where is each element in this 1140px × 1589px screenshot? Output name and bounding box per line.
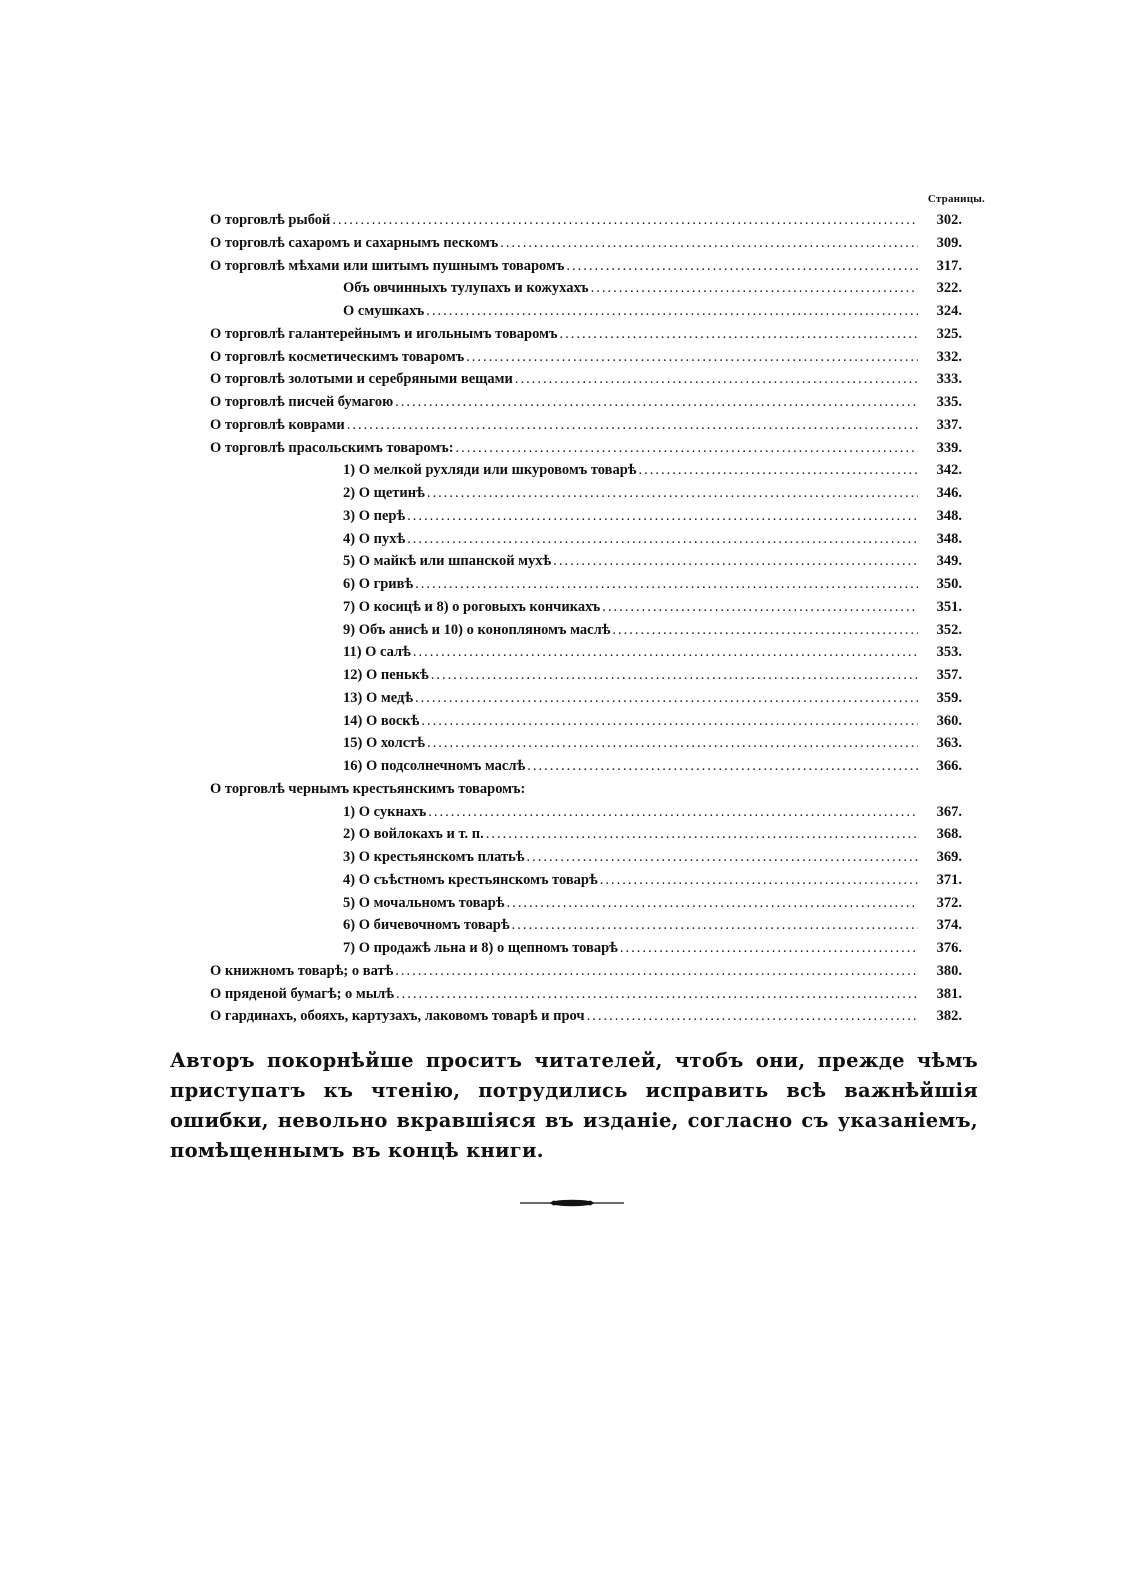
- toc-entry: [210, 778, 962, 801]
- toc-entry-title: 1) О мелкой рухляди или шкуровомъ товарѣ: [343, 462, 637, 479]
- dot-leader: [639, 459, 918, 482]
- toc-entry: [210, 368, 962, 391]
- toc-entry-title: 5) О майкѣ или шпанской мухѣ: [343, 553, 552, 570]
- toc-entry-page: 368.: [936, 826, 962, 843]
- toc-entry-page: 359.: [936, 689, 962, 706]
- toc-entry-title: 7) О продажѣ льна и 8) о щепномъ товарѣ: [343, 940, 618, 956]
- toc-entry: [210, 846, 962, 869]
- dot-leader: [395, 960, 918, 983]
- toc-entry-title: 2) О войлокахъ и т. п.: [343, 826, 484, 843]
- toc-entry-title: О пряденой бумагѣ; о мылѣ: [210, 985, 394, 1002]
- toc-entry-page: 309.: [936, 234, 962, 251]
- dot-leader: [415, 573, 918, 596]
- toc-entry-page: 357.: [936, 667, 962, 683]
- toc-entry-title: 6) О бичевочномъ товарѣ: [343, 917, 510, 934]
- toc-entry-title: 3) О перѣ: [343, 507, 406, 524]
- toc-entry: [210, 869, 962, 892]
- toc-entry: [210, 914, 962, 937]
- toc-entry: [210, 505, 962, 528]
- dot-leader: [566, 255, 918, 278]
- toc-entry: [210, 1005, 962, 1028]
- toc-entry-page: 324.: [936, 303, 962, 319]
- toc-entry: [210, 687, 962, 710]
- dot-leader: [427, 482, 918, 505]
- decorative-ornament: [520, 1197, 624, 1209]
- toc-entry: [210, 300, 962, 323]
- toc-entry-page: 380.: [936, 962, 962, 979]
- toc-entry-page: 342.: [936, 462, 962, 479]
- toc-entry-title: 4) О пухѣ: [343, 530, 406, 547]
- toc-entry: [210, 482, 962, 505]
- toc-entry-page: 363.: [936, 735, 962, 752]
- toc-entry-title: 7) О косицѣ и 8) о роговыхъ кончикахъ: [343, 598, 601, 615]
- dot-leader: [426, 300, 918, 323]
- dot-leader: [421, 710, 918, 733]
- toc-entry-title: О торговлѣ прасольскимъ товаромъ:: [210, 439, 454, 456]
- dot-leader: [500, 232, 918, 255]
- toc-entry: [210, 619, 962, 642]
- toc-entry-page: 349.: [936, 553, 962, 570]
- toc-entry-page: 333.: [936, 371, 962, 388]
- dot-leader: [515, 368, 918, 391]
- dot-leader: [527, 755, 918, 778]
- toc-entry-page: 372.: [936, 894, 962, 911]
- toc-entry-page: 335.: [936, 394, 962, 410]
- toc-entry: [210, 323, 962, 346]
- toc-entry-title: О торговлѣ галантерейнымъ и игольнымъ товаромъ: [210, 325, 558, 342]
- toc-entry-title: 3) О крестьянскомъ платьѣ: [343, 849, 525, 865]
- dot-leader: [456, 437, 918, 460]
- dot-leader: [332, 209, 918, 232]
- toc-entry: [210, 255, 962, 278]
- toc-entry: [210, 528, 962, 551]
- toc-entry: [210, 732, 962, 755]
- toc-entry: [210, 550, 962, 573]
- toc-entry-page: 352.: [936, 621, 962, 638]
- dot-leader: [431, 664, 918, 687]
- toc-entry-title: Объ овчинныхъ тулупахъ и кожухахъ: [343, 280, 589, 297]
- toc-entry-page: 348.: [936, 507, 962, 524]
- dot-leader: [526, 846, 918, 869]
- toc-entry: [210, 710, 962, 733]
- dot-leader: [506, 892, 918, 915]
- dot-leader: [559, 323, 918, 346]
- toc-entry-title: О смушкахъ: [343, 303, 425, 319]
- toc-entry-title: 12) О пенькѣ: [343, 667, 429, 683]
- toc-entry: [210, 391, 962, 414]
- dot-leader: [612, 619, 918, 642]
- toc-entry-title: 4) О съѣстномъ крестьянскомъ товарѣ: [343, 871, 598, 888]
- dot-leader: [407, 505, 918, 528]
- toc-entry-title: О торговлѣ коврами: [210, 416, 345, 433]
- dot-leader: [602, 596, 918, 619]
- toc-entry-title: 5) О мочальномъ товарѣ: [343, 894, 505, 911]
- toc-entry-page: 382.: [936, 1008, 962, 1025]
- toc-entry-title: О торговлѣ рыбой: [210, 212, 331, 228]
- dot-leader: [591, 277, 918, 300]
- toc-entry-title: О книжномъ товарѣ; о ватѣ: [210, 962, 394, 979]
- dot-leader: [428, 801, 918, 824]
- table-of-contents: [210, 209, 962, 1028]
- toc-entry-title: 13) О медѣ: [343, 689, 414, 706]
- toc-entry-title: 1) О сукнахъ: [343, 803, 427, 820]
- toc-entry-title: 6) О гривѣ: [343, 576, 414, 592]
- toc-entry: [210, 755, 962, 778]
- toc-entry-title: О торговлѣ чернымъ крестьянскимъ товаромъ:: [210, 780, 526, 797]
- toc-entry: [210, 437, 962, 460]
- pages-column-label: Страницы.: [927, 193, 985, 205]
- toc-entry: [210, 209, 962, 232]
- toc-entry-title: 11) О салѣ: [343, 644, 411, 661]
- toc-entry-page: 317.: [936, 257, 962, 274]
- dot-leader: [587, 1005, 918, 1028]
- toc-entry-title: О торговлѣ косметическимъ товаромъ: [210, 348, 465, 365]
- toc-entry-page: 353.: [936, 644, 962, 661]
- toc-entry-page: 360.: [936, 712, 962, 729]
- toc-entry-title: О гардинахъ, обояхъ, картузахъ, лаковомъ товарѣ и проч: [210, 1008, 585, 1025]
- dot-leader: [553, 550, 918, 573]
- toc-entry: [210, 960, 962, 983]
- toc-entry-page: 351.: [936, 598, 962, 615]
- toc-entry-title: 2) О щетинѣ: [343, 485, 425, 501]
- toc-entry-page: 369.: [936, 849, 962, 865]
- dot-leader: [396, 983, 918, 1006]
- toc-entry-title: О торговлѣ мѣхами или шитымъ пушнымъ товаромъ: [210, 257, 565, 274]
- toc-entry-page: 371.: [936, 871, 962, 888]
- toc-entry: [210, 983, 962, 1006]
- toc-entry-page: 332.: [936, 348, 962, 365]
- toc-entry-title: 16) О подсолнечномъ маслѣ: [343, 758, 526, 774]
- toc-entry-title: О торговлѣ писчей бумагою: [210, 394, 394, 410]
- toc-entry-title: 9) Объ анисѣ и 10) о конопляномъ маслѣ: [343, 621, 611, 638]
- dot-leader: [512, 914, 918, 937]
- toc-entry-page: 348.: [936, 530, 962, 547]
- toc-entry-page: 337.: [936, 416, 962, 433]
- toc-entry: [210, 801, 962, 824]
- toc-entry: [210, 414, 962, 437]
- toc-entry-title: 15) О холстѣ: [343, 735, 426, 752]
- toc-entry-page: 366.: [936, 758, 962, 774]
- dot-leader: [466, 346, 918, 369]
- dot-leader: [600, 869, 918, 892]
- toc-entry-page: 381.: [936, 985, 962, 1002]
- toc-entry: [210, 664, 962, 687]
- toc-entry-page: 339.: [936, 439, 962, 456]
- toc-entry: [210, 892, 962, 915]
- toc-entry: [210, 459, 962, 482]
- toc-entry: [210, 232, 962, 255]
- author-notice: Авторъ покорнѣйше проситъ читателей, чтобъ они, прежде чѣмъ приступатъ къ чтенію, потрудились исправить всѣ важнѣйшія ошибки, невольно вкравшіяся въ изданіе, согласно съ указаніемъ, помѣщеннымъ въ концѣ книги.: [170, 1049, 978, 1162]
- dot-leader: [427, 732, 918, 755]
- toc-entry-title: О торговлѣ сахаромъ и сахарнымъ пескомъ: [210, 234, 499, 251]
- toc-entry-page: 322.: [936, 280, 962, 297]
- dot-leader: [347, 414, 918, 437]
- dot-leader: [620, 937, 918, 960]
- dot-leader: [413, 641, 918, 664]
- toc-entry-page: 346.: [936, 485, 962, 501]
- toc-entry-title: О торговлѣ золотыми и серебряными вещами: [210, 371, 513, 388]
- toc-entry-page: 376.: [936, 940, 962, 956]
- dot-leader: [395, 391, 918, 414]
- toc-entry: [210, 277, 962, 300]
- toc-entry: [210, 573, 962, 596]
- dot-leader: [407, 528, 918, 551]
- toc-entry-page: 374.: [936, 917, 962, 934]
- toc-entry: [210, 641, 962, 664]
- toc-entry: [210, 346, 962, 369]
- dot-leader: [415, 687, 918, 710]
- dot-leader: [486, 823, 918, 846]
- toc-entry: [210, 596, 962, 619]
- toc-entry-page: 350.: [936, 576, 962, 592]
- toc-entry: [210, 823, 962, 846]
- toc-entry-page: 325.: [936, 325, 962, 342]
- toc-entry: [210, 937, 962, 960]
- toc-entry-title: 14) О воскѣ: [343, 712, 420, 729]
- toc-entry-page: 367.: [936, 803, 962, 820]
- toc-entry-page: 302.: [936, 212, 962, 228]
